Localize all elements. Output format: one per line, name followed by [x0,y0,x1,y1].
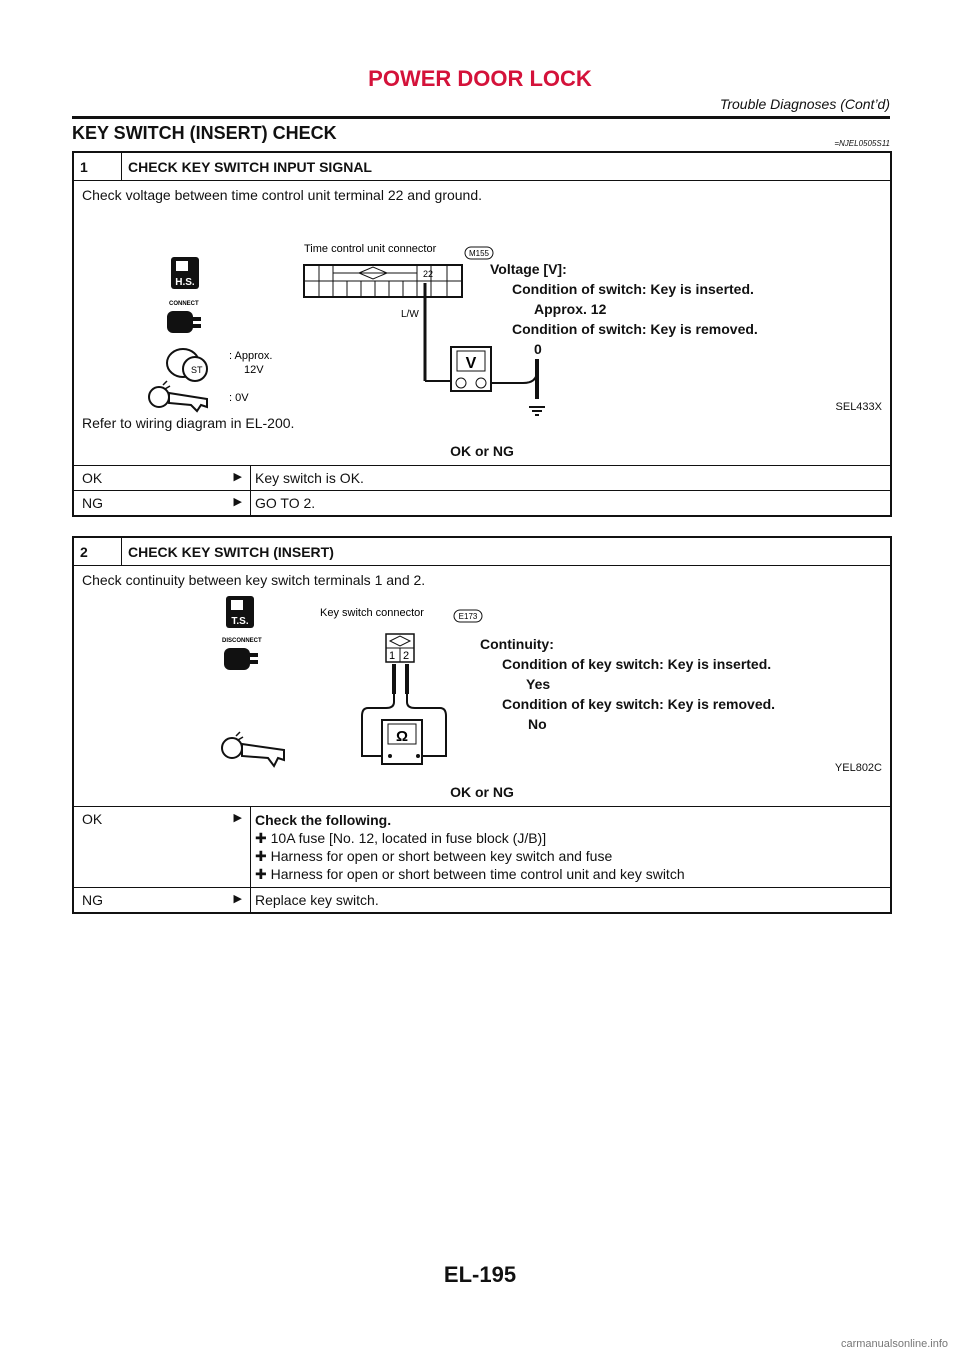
arrow-right-icon: ▶ [233,496,242,508]
step2-ok-or-ng: OK or NG [450,784,514,800]
key-removed-label: : 0V [229,392,249,404]
step2-spec [480,634,775,734]
spec-line-2: Condition of key switch: Key is inserted. [502,656,772,672]
spec-line-5: 0 [534,341,542,357]
ohmmeter-circuit [362,664,446,764]
svg-text:Ω: Ω [395,728,409,745]
step1-result-ok [74,465,890,490]
result-value: GO TO 2. [250,491,890,515]
svg-text:ST: ST [191,365,203,375]
step2-figure-code: YEL802C [834,762,882,774]
arrow-right-icon: ▶ [233,471,242,483]
spec-line-1: Continuity: [480,636,554,652]
step1-ok-or-ng: OK or NG [450,443,514,459]
step1-result-ng [74,490,890,515]
removed-key-icon [149,381,207,411]
result-value: Check the following. [255,812,392,828]
connector-id: E173 [458,612,478,621]
section-code: =NJEL0505S11 [834,139,890,148]
connector-id: M155 [468,249,490,258]
connector-label: Key switch connector [320,607,424,619]
header-rule [72,116,890,119]
ignition-key-st-icon [167,349,207,381]
step2-box [72,536,892,914]
step2-result-ok [74,806,890,887]
step1-instruction: Check voltage between time control unit terminal 22 and ground. [82,187,483,203]
step1-spec [490,259,758,359]
result-key: OK [82,470,103,486]
hs-icon [171,257,199,289]
step2-body [74,566,890,806]
spec-line-2: Condition of switch: Key is inserted. [512,281,754,297]
step1-header [74,153,890,181]
step2-figure [134,590,494,780]
result-value-block [250,807,890,887]
key-inserted-value: 12V [244,364,264,376]
connector-plug-icon [224,648,258,670]
step2-header [74,538,890,566]
removed-key-icon [222,732,284,766]
step1-figure-code: SEL433X [835,401,882,413]
spec-line-3: Yes [526,676,551,692]
spec-line-4: Condition of switch: Key is removed. [512,321,758,337]
step1-body [74,181,890,465]
bullet-icon: ✚ [255,848,267,864]
svg-text:H.S.: H.S. [175,277,195,288]
step2-instruction: Check continuity between key switch terminals 1 and 2. [82,572,426,588]
terminal-1: 1 [389,650,396,662]
step1-figure [129,221,549,421]
step1-refer: Refer to wiring diagram in EL-200. [82,415,295,431]
spec-line-4: Condition of key switch: Key is removed. [502,696,776,712]
result-value: Key switch is OK. [250,466,890,490]
terminal-22: 22 [423,269,434,279]
result-key: NG [82,892,103,908]
bullet-icon: ✚ [255,830,267,846]
key-inserted-label: : Approx. [229,350,273,362]
spec-line-5: No [528,716,547,732]
list-item: ✚ 10A fuse [No. 12, located in fuse block (J/B)] [255,830,547,846]
result-value: Replace key switch. [250,888,890,912]
svg-text:T.S.: T.S. [231,616,249,627]
bullet-icon: ✚ [255,866,267,882]
step2-result-ng [74,887,890,912]
step1-number: 1 [74,153,122,180]
spec-line-1: Voltage [V]: [490,261,567,277]
connector-plug-icon [167,311,201,333]
list-item: ✚ Harness for open or short between key switch and fuse [255,848,613,864]
connect-label: CONNECT [169,301,199,307]
result-key: OK [82,811,103,827]
step2-number: 2 [74,538,122,565]
page-subtitle: Trouble Diagnoses (Cont’d) [719,96,890,112]
step1-title: CHECK KEY SWITCH INPUT SIGNAL [128,159,372,175]
arrow-right-icon: ▶ [233,893,242,905]
result-key: NG [82,495,103,511]
page-number: EL-195 [443,1262,517,1287]
step2-title: CHECK KEY SWITCH (INSERT) [128,544,334,560]
wire-color: L/W [401,309,419,320]
connector-grid [304,265,462,297]
connector-label: Time control unit connector [304,243,437,255]
terminal-2: 2 [403,650,410,662]
step1-box [72,151,892,517]
section-title: KEY SWITCH (INSERT) CHECK [72,123,337,143]
spec-line-3: Approx. 12 [534,301,607,317]
disconnect-label: DISCONNECT [222,638,262,644]
list-item: ✚ Harness for open or short between time control unit and key switch [255,866,685,882]
ts-icon [226,596,254,628]
page-title: POWER DOOR LOCK [368,66,592,91]
svg-text:V: V [465,355,477,372]
watermark: carmanualsonline.info [840,1338,948,1350]
arrow-right-icon: ▶ [233,812,242,824]
